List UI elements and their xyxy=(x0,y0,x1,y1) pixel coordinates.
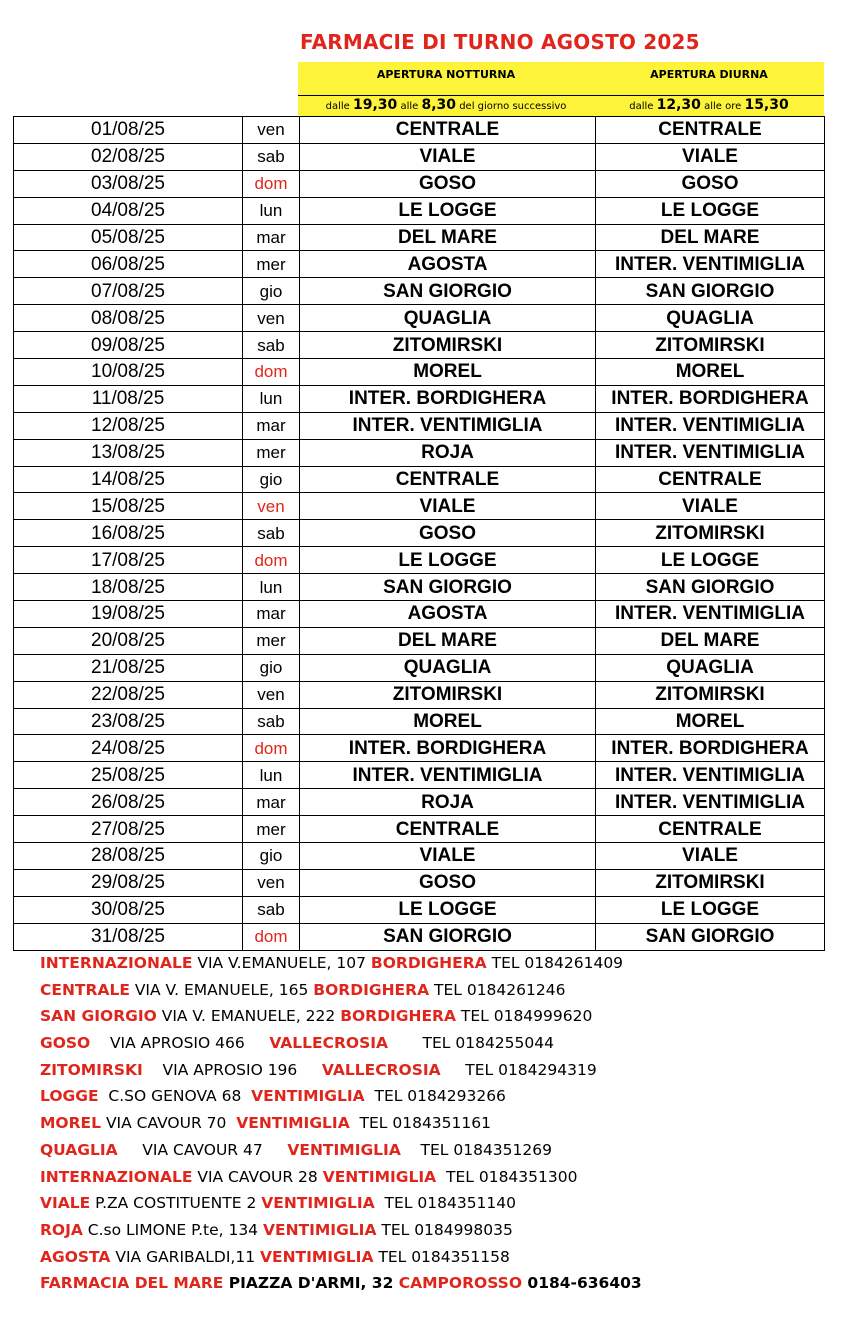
table-row xyxy=(14,143,825,170)
date-cell: 09/08/25 xyxy=(14,332,243,359)
date-cell: 19/08/25 xyxy=(14,601,243,628)
hours-segment: dalle xyxy=(629,101,657,112)
hours-segment: 12,30 xyxy=(656,97,701,113)
address-line xyxy=(40,1030,840,1057)
date-cell: 29/08/25 xyxy=(14,869,243,896)
address-highlight: LOGGE xyxy=(40,1087,99,1106)
hours-segment: alle xyxy=(397,101,422,112)
day-pharmacy-cell: INTER. VENTIMIGLIA xyxy=(596,789,825,816)
weekday-cell: dom xyxy=(243,735,300,762)
day-opening-label: APERTURA DIURNA xyxy=(650,68,768,81)
address-highlight: VENTIMIGLIA xyxy=(322,1167,437,1186)
table-row xyxy=(14,708,825,735)
date-cell: 08/08/25 xyxy=(14,305,243,332)
address-text: TEL 0184261246 xyxy=(429,980,566,999)
table-row xyxy=(14,896,825,923)
address-highlight: ROJA xyxy=(40,1220,83,1239)
date-cell: 15/08/25 xyxy=(14,493,243,520)
address-highlight: VALLECROSIA xyxy=(321,1060,441,1079)
address-text: TEL 0184998035 xyxy=(376,1220,513,1239)
night-opening-hours xyxy=(298,97,594,113)
weekday-cell: gio xyxy=(243,466,300,493)
date-cell: 16/08/25 xyxy=(14,520,243,547)
day-pharmacy-cell: SAN GIORGIO xyxy=(596,574,825,601)
duty-schedule-table xyxy=(13,116,825,951)
weekday-cell: ven xyxy=(243,493,300,520)
address-highlight: AGOSTA xyxy=(40,1247,111,1266)
address-line xyxy=(40,1083,840,1110)
night-pharmacy-cell: ROJA xyxy=(300,439,596,466)
day-pharmacy-cell: GOSO xyxy=(596,170,825,197)
address-line xyxy=(40,1244,840,1271)
day-pharmacy-cell: ZITOMIRSKI xyxy=(596,681,825,708)
table-row xyxy=(14,923,825,950)
address-highlight: INTERNAZIONALE xyxy=(40,1167,193,1186)
weekday-cell: ven xyxy=(243,681,300,708)
address-highlight: CENTRALE xyxy=(40,980,130,999)
address-highlight: BORDIGHERA xyxy=(340,1007,456,1026)
date-cell: 01/08/25 xyxy=(14,117,243,144)
address-highlight: VENTIMIGLIA xyxy=(261,1194,375,1213)
date-cell: 14/08/25 xyxy=(14,466,243,493)
day-pharmacy-cell: INTER. BORDIGHERA xyxy=(596,735,825,762)
night-pharmacy-cell: SAN GIORGIO xyxy=(300,278,596,305)
night-pharmacy-cell: INTER. VENTIMIGLIA xyxy=(300,762,596,789)
date-cell: 06/08/25 xyxy=(14,251,243,278)
table-row xyxy=(14,762,825,789)
table-row xyxy=(14,735,825,762)
pharmacy-address-list xyxy=(40,950,840,1297)
night-pharmacy-cell: QUAGLIA xyxy=(300,654,596,681)
page-title: FARMACIE DI TURNO AGOSTO 2025 xyxy=(300,30,700,54)
weekday-cell: mer xyxy=(243,251,300,278)
day-pharmacy-cell: VIALE xyxy=(596,143,825,170)
night-pharmacy-cell: ZITOMIRSKI xyxy=(300,681,596,708)
weekday-cell: sab xyxy=(243,332,300,359)
night-pharmacy-cell: LE LOGGE xyxy=(300,197,596,224)
night-pharmacy-cell: INTER. VENTIMIGLIA xyxy=(300,412,596,439)
day-pharmacy-cell: ZITOMIRSKI xyxy=(596,520,825,547)
address-line xyxy=(40,1110,840,1137)
date-cell: 03/08/25 xyxy=(14,170,243,197)
day-pharmacy-cell: VIALE xyxy=(596,843,825,870)
table-row xyxy=(14,816,825,843)
date-cell: 26/08/25 xyxy=(14,789,243,816)
night-opening-label: APERTURA NOTTURNA xyxy=(376,68,516,81)
date-cell: 31/08/25 xyxy=(14,923,243,950)
weekday-cell: sab xyxy=(243,520,300,547)
address-highlight: VENTIMIGLIA xyxy=(236,1114,350,1133)
weekday-cell: mer xyxy=(243,627,300,654)
table-row xyxy=(14,278,825,305)
table-row xyxy=(14,466,825,493)
address-text: TEL 0184351269 xyxy=(400,1140,552,1159)
night-pharmacy-cell: SAN GIORGIO xyxy=(300,574,596,601)
day-opening-hours xyxy=(594,97,824,113)
address-highlight: FARMACIA DEL MARE xyxy=(40,1274,224,1293)
day-pharmacy-cell: LE LOGGE xyxy=(596,547,825,574)
day-pharmacy-cell: QUAGLIA xyxy=(596,654,825,681)
address-highlight: VENTIMIGLIA xyxy=(262,1220,377,1239)
hours-segment: 8,30 xyxy=(421,97,457,113)
day-pharmacy-cell: CENTRALE xyxy=(596,816,825,843)
address-text: TEL 0184351140 xyxy=(374,1194,516,1213)
weekday-cell: mer xyxy=(243,816,300,843)
day-pharmacy-cell: DEL MARE xyxy=(596,224,825,251)
night-pharmacy-cell: VIALE xyxy=(300,493,596,520)
address-highlight: MOREL xyxy=(40,1114,102,1133)
address-highlight: CAMPOROSSO xyxy=(398,1274,523,1293)
day-pharmacy-cell: MOREL xyxy=(596,359,825,386)
weekday-cell: ven xyxy=(243,117,300,144)
date-cell: 27/08/25 xyxy=(14,816,243,843)
address-highlight: INTERNAZIONALE xyxy=(40,954,193,972)
date-cell: 24/08/25 xyxy=(14,735,243,762)
date-cell: 20/08/25 xyxy=(14,627,243,654)
table-row xyxy=(14,305,825,332)
weekday-cell: mer xyxy=(243,439,300,466)
table-row xyxy=(14,439,825,466)
table-row xyxy=(14,170,825,197)
weekday-cell: sab xyxy=(243,896,300,923)
weekday-cell: ven xyxy=(243,869,300,896)
table-row xyxy=(14,251,825,278)
weekday-cell: dom xyxy=(243,923,300,950)
day-pharmacy-cell: INTER. VENTIMIGLIA xyxy=(596,412,825,439)
address-highlight: BORDIGHERA xyxy=(370,954,487,972)
date-cell: 07/08/25 xyxy=(14,278,243,305)
date-cell: 17/08/25 xyxy=(14,547,243,574)
hours-segment: del giorno successivo xyxy=(456,101,567,112)
table-row xyxy=(14,385,825,412)
table-row xyxy=(14,547,825,574)
address-text: TEL 0184351158 xyxy=(373,1247,510,1266)
hours-segment: alle ore xyxy=(700,101,745,112)
night-pharmacy-cell: SAN GIORGIO xyxy=(300,923,596,950)
address-text: TEL 0184261409 xyxy=(486,954,624,972)
address-text: VIA GARIBALDI,11 xyxy=(110,1247,260,1266)
address-text: VIA V.EMANUELE, 107 xyxy=(192,954,371,972)
address-text: C.SO GENOVA 68 xyxy=(98,1087,252,1106)
table-row xyxy=(14,197,825,224)
night-pharmacy-cell: GOSO xyxy=(300,520,596,547)
date-cell: 11/08/25 xyxy=(14,385,243,412)
date-cell: 04/08/25 xyxy=(14,197,243,224)
address-highlight: VENTIMIGLIA xyxy=(259,1247,374,1266)
weekday-cell: mar xyxy=(243,601,300,628)
address-highlight: GOSO xyxy=(40,1034,91,1053)
date-cell: 25/08/25 xyxy=(14,762,243,789)
address-line xyxy=(40,1217,840,1244)
day-pharmacy-cell: SAN GIORGIO xyxy=(596,923,825,950)
table-row xyxy=(14,789,825,816)
address-highlight: ZITOMIRSKI xyxy=(40,1060,143,1079)
weekday-cell: sab xyxy=(243,143,300,170)
day-pharmacy-cell: INTER. BORDIGHERA xyxy=(596,385,825,412)
address-text: 0184-636403 xyxy=(522,1274,642,1293)
night-pharmacy-cell: QUAGLIA xyxy=(300,305,596,332)
address-text: VIA V. EMANUELE, 222 xyxy=(156,1007,341,1026)
date-cell: 21/08/25 xyxy=(14,654,243,681)
weekday-cell: lun xyxy=(243,574,300,601)
weekday-cell: dom xyxy=(243,359,300,386)
date-cell: 23/08/25 xyxy=(14,708,243,735)
night-pharmacy-cell: CENTRALE xyxy=(300,466,596,493)
address-highlight: VIALE xyxy=(40,1194,91,1213)
day-pharmacy-cell: QUAGLIA xyxy=(596,305,825,332)
weekday-cell: mar xyxy=(243,789,300,816)
date-cell: 22/08/25 xyxy=(14,681,243,708)
address-highlight: VENTIMIGLIA xyxy=(287,1140,401,1159)
weekday-cell: dom xyxy=(243,547,300,574)
day-pharmacy-cell: VIALE xyxy=(596,493,825,520)
weekday-cell: mar xyxy=(243,412,300,439)
weekday-cell: gio xyxy=(243,278,300,305)
night-pharmacy-cell: AGOSTA xyxy=(300,251,596,278)
night-pharmacy-cell: DEL MARE xyxy=(300,224,596,251)
weekday-cell: gio xyxy=(243,654,300,681)
address-text: TEL 0184294319 xyxy=(440,1060,597,1079)
address-text: TEL 0184255044 xyxy=(388,1034,554,1053)
address-text: VIA APROSIO 196 xyxy=(142,1060,322,1079)
day-pharmacy-cell: INTER. VENTIMIGLIA xyxy=(596,251,825,278)
day-pharmacy-cell: CENTRALE xyxy=(596,466,825,493)
address-line xyxy=(40,1003,840,1030)
address-text: P.ZA COSTITUENTE 2 xyxy=(90,1194,262,1213)
address-line xyxy=(40,1270,840,1297)
day-pharmacy-cell: SAN GIORGIO xyxy=(596,278,825,305)
address-text: VIA CAVOUR 47 xyxy=(117,1140,288,1159)
night-pharmacy-cell: CENTRALE xyxy=(300,816,596,843)
address-line xyxy=(40,1137,840,1164)
day-pharmacy-cell: INTER. VENTIMIGLIA xyxy=(596,601,825,628)
date-cell: 28/08/25 xyxy=(14,843,243,870)
date-cell: 05/08/25 xyxy=(14,224,243,251)
hours-segment: dalle xyxy=(325,101,353,112)
day-pharmacy-cell: ZITOMIRSKI xyxy=(596,869,825,896)
night-pharmacy-cell: VIALE xyxy=(300,843,596,870)
day-pharmacy-cell: LE LOGGE xyxy=(596,197,825,224)
address-highlight: QUAGLIA xyxy=(40,1140,118,1159)
address-highlight: SAN GIORGIO xyxy=(40,1007,157,1026)
night-pharmacy-cell: ROJA xyxy=(300,789,596,816)
table-row xyxy=(14,117,825,144)
day-pharmacy-cell: DEL MARE xyxy=(596,627,825,654)
address-highlight: VALLECROSIA xyxy=(269,1034,389,1053)
night-pharmacy-cell: MOREL xyxy=(300,708,596,735)
address-text: TEL 0184999620 xyxy=(455,1007,593,1026)
night-pharmacy-cell: CENTRALE xyxy=(300,117,596,144)
day-pharmacy-cell: ZITOMIRSKI xyxy=(596,332,825,359)
address-text: VIA CAVOUR 70 xyxy=(101,1114,237,1133)
weekday-cell: mar xyxy=(243,224,300,251)
day-pharmacy-cell: INTER. VENTIMIGLIA xyxy=(596,762,825,789)
day-pharmacy-cell: CENTRALE xyxy=(596,117,825,144)
address-text: VIA APROSIO 466 xyxy=(90,1034,270,1053)
table-row xyxy=(14,654,825,681)
address-highlight: VENTIMIGLIA xyxy=(251,1087,365,1106)
address-text: VIA V. EMANUELE, 165 xyxy=(129,980,314,999)
night-pharmacy-cell: GOSO xyxy=(300,869,596,896)
address-line xyxy=(40,950,840,977)
table-row xyxy=(14,359,825,386)
address-text: C.so LIMONE P.te, 134 xyxy=(82,1220,263,1239)
night-pharmacy-cell: LE LOGGE xyxy=(300,547,596,574)
weekday-cell: dom xyxy=(243,170,300,197)
date-cell: 13/08/25 xyxy=(14,439,243,466)
weekday-cell: sab xyxy=(243,708,300,735)
address-text: TEL 0184293266 xyxy=(364,1087,506,1106)
night-pharmacy-cell: GOSO xyxy=(300,170,596,197)
table-row xyxy=(14,681,825,708)
address-line xyxy=(40,977,840,1004)
date-cell: 10/08/25 xyxy=(14,359,243,386)
day-pharmacy-cell: LE LOGGE xyxy=(596,896,825,923)
table-row xyxy=(14,574,825,601)
table-row xyxy=(14,493,825,520)
day-pharmacy-cell: MOREL xyxy=(596,708,825,735)
address-text: TEL 0184351161 xyxy=(349,1114,491,1133)
table-row xyxy=(14,627,825,654)
hours-segment: 19,30 xyxy=(352,97,398,113)
hours-segment: 15,30 xyxy=(744,97,789,113)
table-row xyxy=(14,412,825,439)
table-row xyxy=(14,224,825,251)
address-line xyxy=(40,1057,840,1084)
address-text: TEL 0184351300 xyxy=(436,1167,578,1186)
weekday-cell: lun xyxy=(243,762,300,789)
address-line xyxy=(40,1164,840,1191)
day-pharmacy-cell: INTER. VENTIMIGLIA xyxy=(596,439,825,466)
header-night-opening xyxy=(298,62,594,116)
date-cell: 12/08/25 xyxy=(14,412,243,439)
weekday-cell: ven xyxy=(243,305,300,332)
night-pharmacy-cell: DEL MARE xyxy=(300,627,596,654)
table-row xyxy=(14,520,825,547)
night-pharmacy-cell: INTER. BORDIGHERA xyxy=(300,385,596,412)
night-pharmacy-cell: INTER. BORDIGHERA xyxy=(300,735,596,762)
table-row xyxy=(14,601,825,628)
weekday-cell: lun xyxy=(243,385,300,412)
table-row xyxy=(14,332,825,359)
weekday-cell: lun xyxy=(243,197,300,224)
header-day-opening xyxy=(594,62,824,116)
weekday-cell: gio xyxy=(243,843,300,870)
address-highlight: BORDIGHERA xyxy=(313,980,430,999)
table-row xyxy=(14,843,825,870)
table-row xyxy=(14,869,825,896)
night-pharmacy-cell: MOREL xyxy=(300,359,596,386)
night-pharmacy-cell: LE LOGGE xyxy=(300,896,596,923)
address-text: PIAZZA D'ARMI, 32 xyxy=(223,1274,399,1293)
address-line xyxy=(40,1190,840,1217)
date-cell: 18/08/25 xyxy=(14,574,243,601)
address-text: VIA CAVOUR 28 xyxy=(192,1167,323,1186)
date-cell: 02/08/25 xyxy=(14,143,243,170)
night-pharmacy-cell: ZITOMIRSKI xyxy=(300,332,596,359)
date-cell: 30/08/25 xyxy=(14,896,243,923)
night-pharmacy-cell: AGOSTA xyxy=(300,601,596,628)
night-pharmacy-cell: VIALE xyxy=(300,143,596,170)
